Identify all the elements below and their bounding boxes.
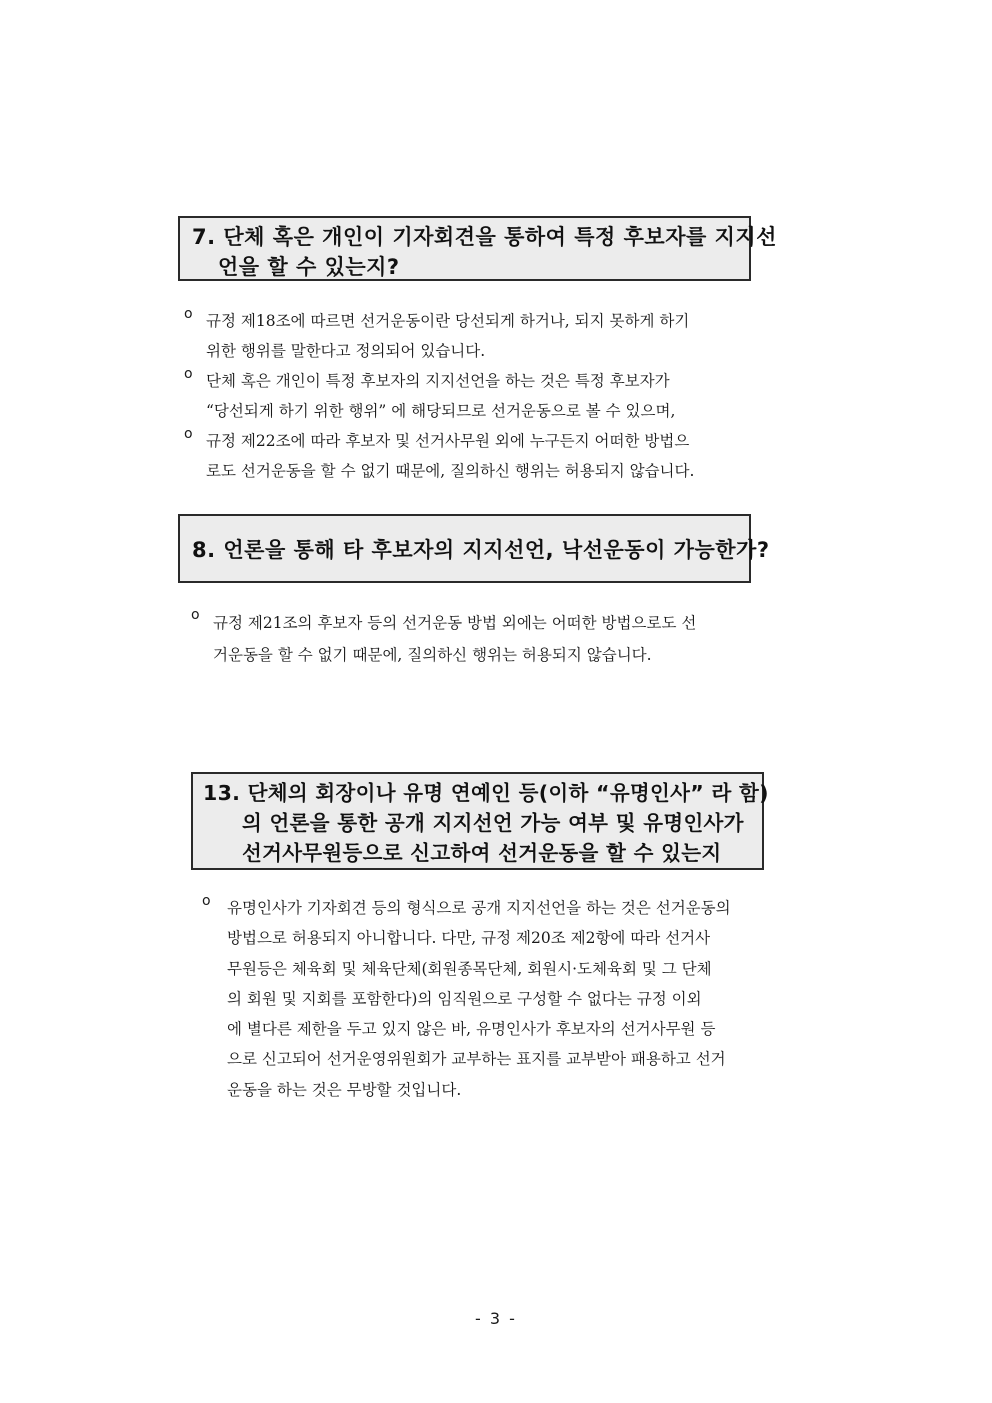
answer-line: 운동을 하는 것은 무방할 것입니다. xyxy=(227,1080,462,1099)
answer-line: 규정 제18조에 따르면 선거운동이란 당선되게 하거나, 되지 못하게 하기 xyxy=(206,312,690,330)
answer-item xyxy=(191,607,751,671)
bullet-icon: o xyxy=(184,366,193,382)
answer-list-7 xyxy=(184,306,744,486)
answer-line: 위한 행위를 말한다고 정의되어 있습니다. xyxy=(206,342,486,360)
answer-line: 거운동을 할 수 없기 때문에, 질의하신 행위는 허용되지 않습니다. xyxy=(213,646,652,664)
bullet-icon: o xyxy=(184,426,193,442)
answer-line: 방법으로 허용되지 아니합니다. 다만, 규정 제20조 제2항에 따라 선거사 xyxy=(227,929,711,948)
answer-line: 으로 신고되어 선거운영위원회가 교부하는 표지를 교부받아 패용하고 선거 xyxy=(227,1050,726,1069)
answer-line: 의 회원 및 지회를 포함한다)의 임직원으로 구성할 수 없다는 규정 이외 xyxy=(227,989,702,1008)
question-box-7 xyxy=(178,216,777,281)
answer-line: 에 별다른 제한을 두고 있지 않은 바, 유명인사가 후보자의 선거사무원 등 xyxy=(227,1020,716,1039)
answer-list-8 xyxy=(191,607,751,671)
question-box-13 xyxy=(191,772,769,870)
answer-line: 규정 제22조에 따라 후보자 및 선거사무원 외에 누구든지 어떠한 방법으 xyxy=(206,432,690,450)
answer-item xyxy=(184,426,744,486)
question-line: 언을 할 수 있는지? xyxy=(218,255,400,279)
question-line: 선거사무원등으로 신고하여 선거운동을 할 수 있는지 xyxy=(242,841,722,865)
bullet-icon: o xyxy=(184,306,193,322)
question-box-8 xyxy=(178,514,770,583)
answer-line: 무원등은 체육회 및 체육단체(회원종목단체, 회원시·도체육회 및 그 단체 xyxy=(227,959,712,978)
answer-line: 규정 제21조의 후보자 등의 선거운동 방법 외에는 어떠한 방법으로도 선 xyxy=(213,614,697,632)
answer-list-13 xyxy=(202,893,762,1105)
answer-line: 로도 선거운동을 할 수 없기 때문에, 질의하신 행위는 허용되지 않습니다. xyxy=(206,462,695,480)
answer-line: 유명인사가 기자회견 등의 형식으로 공개 지지선언을 하는 것은 선거운동의 xyxy=(227,899,731,917)
bullet-icon: o xyxy=(202,893,211,909)
answer-item xyxy=(184,306,744,366)
page-number: - 3 - xyxy=(475,1309,517,1328)
answer-line: 단체 혹은 개인이 특정 후보자의 지지선언을 하는 것은 특정 후보자가 xyxy=(206,372,670,390)
answer-item xyxy=(184,366,744,426)
answer-line: “당선되게 하기 위한 행위” 에 해당되므로 선거운동으로 볼 수 있으며, xyxy=(206,402,676,420)
question-line: 8. 언론을 통해 타 후보자의 지지선언, 낙선운동이 가능한가? xyxy=(192,538,770,562)
bullet-icon: o xyxy=(191,607,200,623)
question-line: 의 언론을 통한 공개 지지선언 가능 여부 및 유명인사가 xyxy=(242,811,744,835)
answer-item xyxy=(202,893,762,1105)
question-line: 13. 단체의 회장이나 유명 연예인 등(이하 “유명인사” 라 함) xyxy=(203,781,769,805)
question-line: 7. 단체 혹은 개인이 기자회견을 통하여 특정 후보자를 지지선 xyxy=(192,225,777,249)
